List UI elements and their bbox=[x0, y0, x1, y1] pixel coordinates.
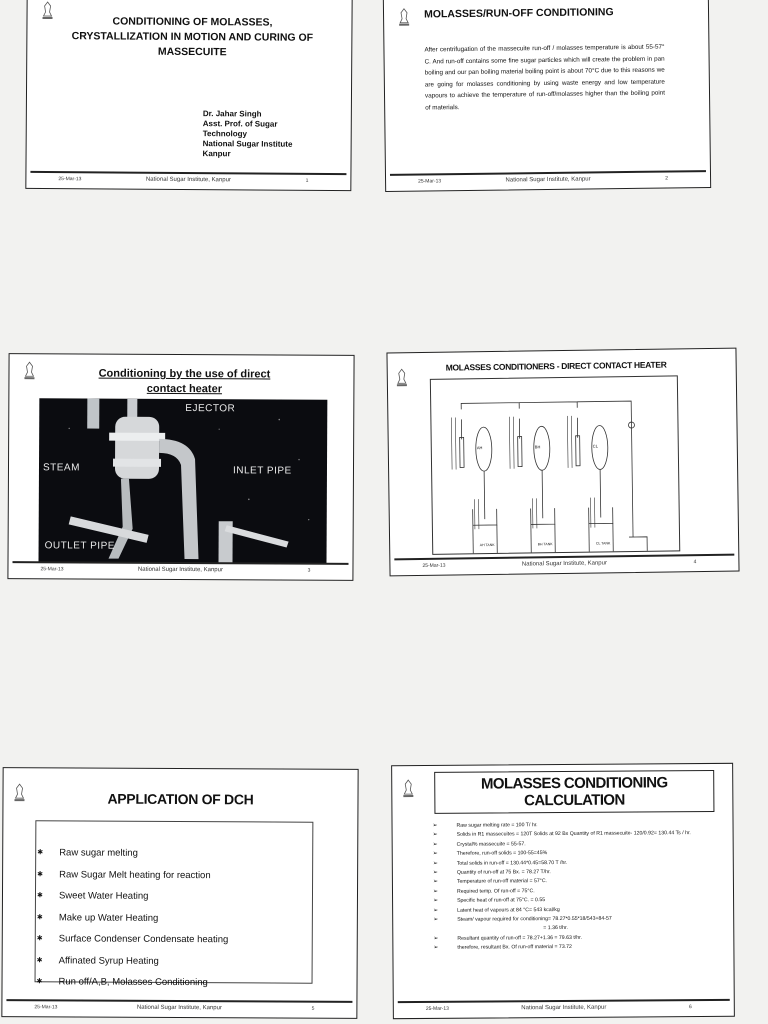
list-item: ✱ Surface Condenser Condensate heating bbox=[37, 928, 229, 951]
list-item: ➢ Required temp. Of run-off = 75°C. bbox=[433, 886, 723, 897]
list-item: ➢ Steam/ vapour required for conditioning= 78.27*0.55*18/543+84-57 bbox=[433, 914, 723, 925]
slide-title-text: MOLASSES/RUN-OFF CONDITIONING bbox=[423, 6, 614, 21]
heater-photo bbox=[38, 398, 327, 564]
slide-application-of-dch bbox=[1, 767, 358, 1019]
author-line: National Sugar Institute bbox=[202, 139, 293, 149]
footer-date: 25-Mar-13 bbox=[40, 566, 64, 573]
footer-org: National Sugar Institute, Kanpur bbox=[521, 560, 607, 568]
inlet-pipe-label: INLET PIPE bbox=[232, 465, 292, 477]
footer-page-number: 1 bbox=[305, 177, 309, 184]
slide-body-text: After centrifugation of the massecuite run-off / molasses temperature is about 55-57° C. And run-off contains some fine sugar particles which will create the problem in pan boiling and our pan boiling material boiling point is about 70°C due to this reasons we are going for molasses conditioning by using waste energy and low temperature vapours to achieve the temperature of run-off/molasses higher than the boiling point of materials. bbox=[424, 43, 666, 111]
footer-page-number: 3 bbox=[307, 567, 311, 574]
slide-direct-contact-heater-photo bbox=[7, 353, 354, 581]
state-emblem-icon bbox=[39, 0, 55, 24]
ejector-label: EJECTOR bbox=[185, 403, 236, 415]
list-item: ✱ Make up Water Heating bbox=[37, 907, 229, 930]
slide-footer bbox=[390, 170, 706, 188]
author-line: Technology bbox=[202, 129, 248, 139]
list-item: ➢ therefore, resultant Bx. Of run-off material = 73.72 bbox=[433, 942, 723, 953]
footer-org: National Sugar Institute, Kanpur bbox=[521, 1004, 607, 1012]
tank-label: CL TANK bbox=[595, 541, 611, 546]
application-list bbox=[36, 842, 228, 994]
state-emblem-icon bbox=[400, 778, 416, 802]
list-item: ✱ Sweet Water Heating bbox=[37, 885, 229, 908]
slide-footer bbox=[398, 999, 730, 1015]
slide-footer bbox=[12, 561, 348, 577]
list-item: ➢ Therefore, run-off solids = 100-55=45% bbox=[433, 848, 723, 859]
tank-label: BH TANK bbox=[537, 542, 553, 547]
footer-org: National Sugar Institute, Kanpur bbox=[145, 176, 231, 184]
slide-title-text: MOLASSES CONDITIONERS - DIRECT CONTACT HEATER bbox=[445, 359, 667, 373]
list-item: ➢ Solids in R1 massecuites = 120T Solids at 92 Bx Quantity of R1 massecuite- 120/0.92= 130.44 Ts / hr. bbox=[433, 829, 723, 840]
footer-page-number: 4 bbox=[693, 559, 697, 566]
tank-label: AH TANK bbox=[479, 542, 495, 548]
slide-title-text: APPLICATION OF DCH bbox=[107, 790, 254, 808]
process-diagram bbox=[430, 375, 680, 554]
author-line: Dr. Jahar Singh bbox=[202, 109, 262, 119]
footer-org: National Sugar Institute, Kanpur bbox=[136, 1004, 222, 1012]
list-item: ➢ Latent heat of vapours at 84 °C= 543 kcal/kg bbox=[433, 905, 723, 916]
list-item: ➢ Specific heat of run-off at 75°C. = 0.55 bbox=[433, 895, 723, 906]
outlet-pipe-label: OUTLET PIPE bbox=[44, 540, 115, 552]
footer-page-number: 5 bbox=[311, 1005, 315, 1012]
steam-label: STEAM bbox=[42, 462, 80, 474]
slide-title-text: Conditioning by the use of direct contact heater bbox=[98, 367, 271, 396]
list-item: ✱ Raw Sugar Melt heating for reaction bbox=[37, 864, 229, 887]
list-item: ➢ Raw sugar melting rate = 100 T/ hr. bbox=[433, 820, 723, 831]
author-line: Asst. Prof. of Sugar bbox=[202, 119, 278, 129]
list-item: ➢ Temperature of run-off material = 57°C. bbox=[433, 876, 723, 887]
slide-conditioning-calculation bbox=[391, 763, 735, 1019]
list-item: ➢ Resultant quantity of run-off = 78.27+1.36 = 79.63 t/hr. bbox=[433, 933, 723, 944]
state-emblem-icon bbox=[394, 367, 410, 391]
list-item: ➢ Crystal% massecuite = 55-57. bbox=[433, 839, 723, 850]
slide-runoff-conditioning bbox=[383, 0, 711, 192]
state-emblem-icon bbox=[21, 360, 37, 384]
state-emblem-icon bbox=[396, 7, 412, 31]
list-item: = 1.36 t/hr. bbox=[543, 925, 568, 932]
heater-illustration bbox=[38, 398, 327, 564]
footer-date: 25-Mar-13 bbox=[58, 176, 82, 183]
list-item: ✱ Raw sugar melting bbox=[37, 842, 229, 865]
vessel-label: CL bbox=[592, 443, 598, 449]
slide-footer bbox=[30, 171, 346, 187]
slide-footer bbox=[6, 999, 352, 1015]
footer-date: 25-Mar-13 bbox=[422, 562, 446, 569]
presentation-title: CONDITIONING OF MOLASSES, CRYSTALLIZATION IN MOTION AND CURING OF MASSECUITE bbox=[71, 15, 314, 59]
author-line: Kanpur bbox=[202, 149, 231, 159]
list-item: ➢ Quantity of run-off at 75 Bx. = 78.27 T/hr. bbox=[433, 867, 723, 878]
footer-org: National Sugar Institute, Kanpur bbox=[505, 176, 591, 184]
title-box bbox=[434, 770, 714, 814]
footer-page-number: 2 bbox=[665, 175, 669, 182]
calculation-list bbox=[433, 820, 724, 954]
footer-org: National Sugar Institute, Kanpur bbox=[137, 566, 224, 574]
slide-molasses-conditioners-diagram bbox=[386, 348, 739, 577]
slide-footer bbox=[394, 554, 734, 573]
list-item: ➢ Total solids in run-off = 130.44*0.45=58.70 T /hr. bbox=[433, 858, 723, 869]
list-item: ✱ Affinated Syrup Heating bbox=[37, 950, 229, 973]
list-item: ✱ Run off/A,B, Molasses Conditioning bbox=[36, 971, 228, 994]
vessel-label: BH bbox=[534, 444, 541, 450]
conditioner-schematic bbox=[431, 376, 679, 553]
slide-title-text: MOLASSES CONDITIONING CALCULATION bbox=[480, 774, 668, 810]
footer-date: 25-Mar-13 bbox=[34, 1004, 58, 1011]
footer-page-number: 6 bbox=[689, 1004, 692, 1011]
author-block bbox=[203, 109, 293, 160]
slide-title bbox=[25, 0, 352, 191]
footer-date: 25-Mar-13 bbox=[425, 1005, 449, 1012]
vessel-label: AH bbox=[476, 445, 483, 451]
footer-date: 25-Mar-13 bbox=[418, 178, 442, 185]
